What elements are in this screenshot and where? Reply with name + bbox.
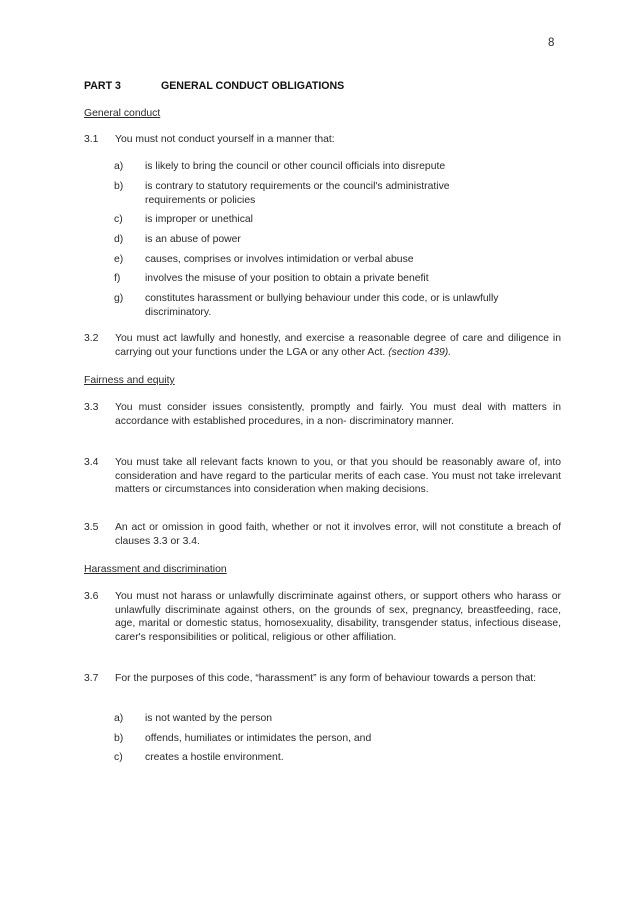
page-number: 8 xyxy=(548,37,555,49)
clause-3-4 xyxy=(84,456,561,497)
section-heading-general-conduct: General conduct xyxy=(84,108,161,119)
item-text: offends, humiliates or intimidates the person, and xyxy=(145,733,372,744)
item-text: is not wanted by the person xyxy=(145,713,273,724)
item-letter: e) xyxy=(114,254,124,265)
clause-3-6 xyxy=(84,590,561,644)
clause-text: You must take all relevant facts known to you, or that you should be reasonably aware of, into consideration and have regard to the particular merits of each case. You must not take irrelevant matters or circumstances into consideration when making decisions. xyxy=(115,457,561,496)
list-item xyxy=(114,180,494,207)
part-number: PART 3 xyxy=(84,80,121,92)
clause-text: For the purposes of this code, “harassment” is any form of behaviour towards a person that: xyxy=(115,673,537,684)
clause-text: You must not harass or unlawfully discriminate against others, or support others who harass or unlawfully discriminate against others, on the grounds of sex, pregnancy, breastfeeding, race, age, marital or domestic status, homosexuality, disability, transgender status, infectious disease, carer's responsibilities or political, religious or other affiliation. xyxy=(115,591,561,643)
item-letter: f) xyxy=(114,273,121,284)
section-reference: (section 439). xyxy=(388,346,452,358)
item-letter: c) xyxy=(114,752,123,763)
clause-3-1 xyxy=(84,133,561,147)
clause-text: You must consider issues consistently, promptly and fairly. You must deal with matters in accordance with established procedures, in a non- discriminatory manner. xyxy=(115,402,561,427)
item-letter: g) xyxy=(114,293,124,304)
clause-number: 3.5 xyxy=(84,522,99,533)
clause-number: 3.6 xyxy=(84,591,99,602)
item-letter: b) xyxy=(114,181,124,192)
clause-body: You must act lawfully and honestly, and exercise a reasonable degree of care and diligence in carrying out your functions under the LGA or any other Act. xyxy=(115,333,561,358)
section-heading-fairness: Fairness and equity xyxy=(84,375,175,386)
section-heading-harassment: Harassment and discrimination xyxy=(84,564,227,575)
list-item xyxy=(114,253,520,267)
item-text: involves the misuse of your position to obtain a private benefit xyxy=(145,273,429,284)
item-text: is contrary to statutory requirements or the council's administrative requirements or policies xyxy=(145,181,450,206)
list-item xyxy=(114,751,520,765)
item-letter: d) xyxy=(114,234,124,245)
part-title: GENERAL CONDUCT OBLIGATIONS xyxy=(161,80,345,92)
item-text: is an abuse of power xyxy=(145,234,241,245)
list-item xyxy=(114,732,520,746)
clause-text: You must not conduct yourself in a manner that: xyxy=(115,134,335,145)
clause-number: 3.2 xyxy=(84,333,99,344)
clause-3-5 xyxy=(84,521,561,548)
item-text: creates a hostile environment. xyxy=(145,752,284,763)
item-text: causes, comprises or involves intimidation or verbal abuse xyxy=(145,254,414,265)
part-heading xyxy=(84,80,344,94)
list-item xyxy=(114,292,514,319)
item-letter: a) xyxy=(114,161,124,172)
item-text: is likely to bring the council or other council officials into disrepute xyxy=(145,161,446,172)
item-letter: a) xyxy=(114,713,124,724)
clause-text: An act or omission in good faith, whether or not it involves error, will not constitute a breach of clauses 3.3 or 3.4. xyxy=(115,522,561,547)
item-letter: c) xyxy=(114,214,123,225)
list-item xyxy=(114,272,520,286)
clause-number: 3.4 xyxy=(84,457,99,468)
item-letter: b) xyxy=(114,733,124,744)
item-text: is improper or unethical xyxy=(145,214,253,225)
clause-number: 3.1 xyxy=(84,134,99,145)
list-item xyxy=(114,160,520,174)
list-item xyxy=(114,233,520,247)
clause-3-2 xyxy=(84,332,561,359)
list-item xyxy=(114,213,520,227)
clause-text xyxy=(115,332,561,359)
clause-3-3 xyxy=(84,401,561,428)
list-item xyxy=(114,712,520,726)
clause-3-7 xyxy=(84,672,561,686)
clause-number: 3.3 xyxy=(84,402,99,413)
clause-number: 3.7 xyxy=(84,673,99,684)
item-text: constitutes harassment or bullying behaviour under this code, or is unlawfully discriminatory. xyxy=(145,293,499,318)
